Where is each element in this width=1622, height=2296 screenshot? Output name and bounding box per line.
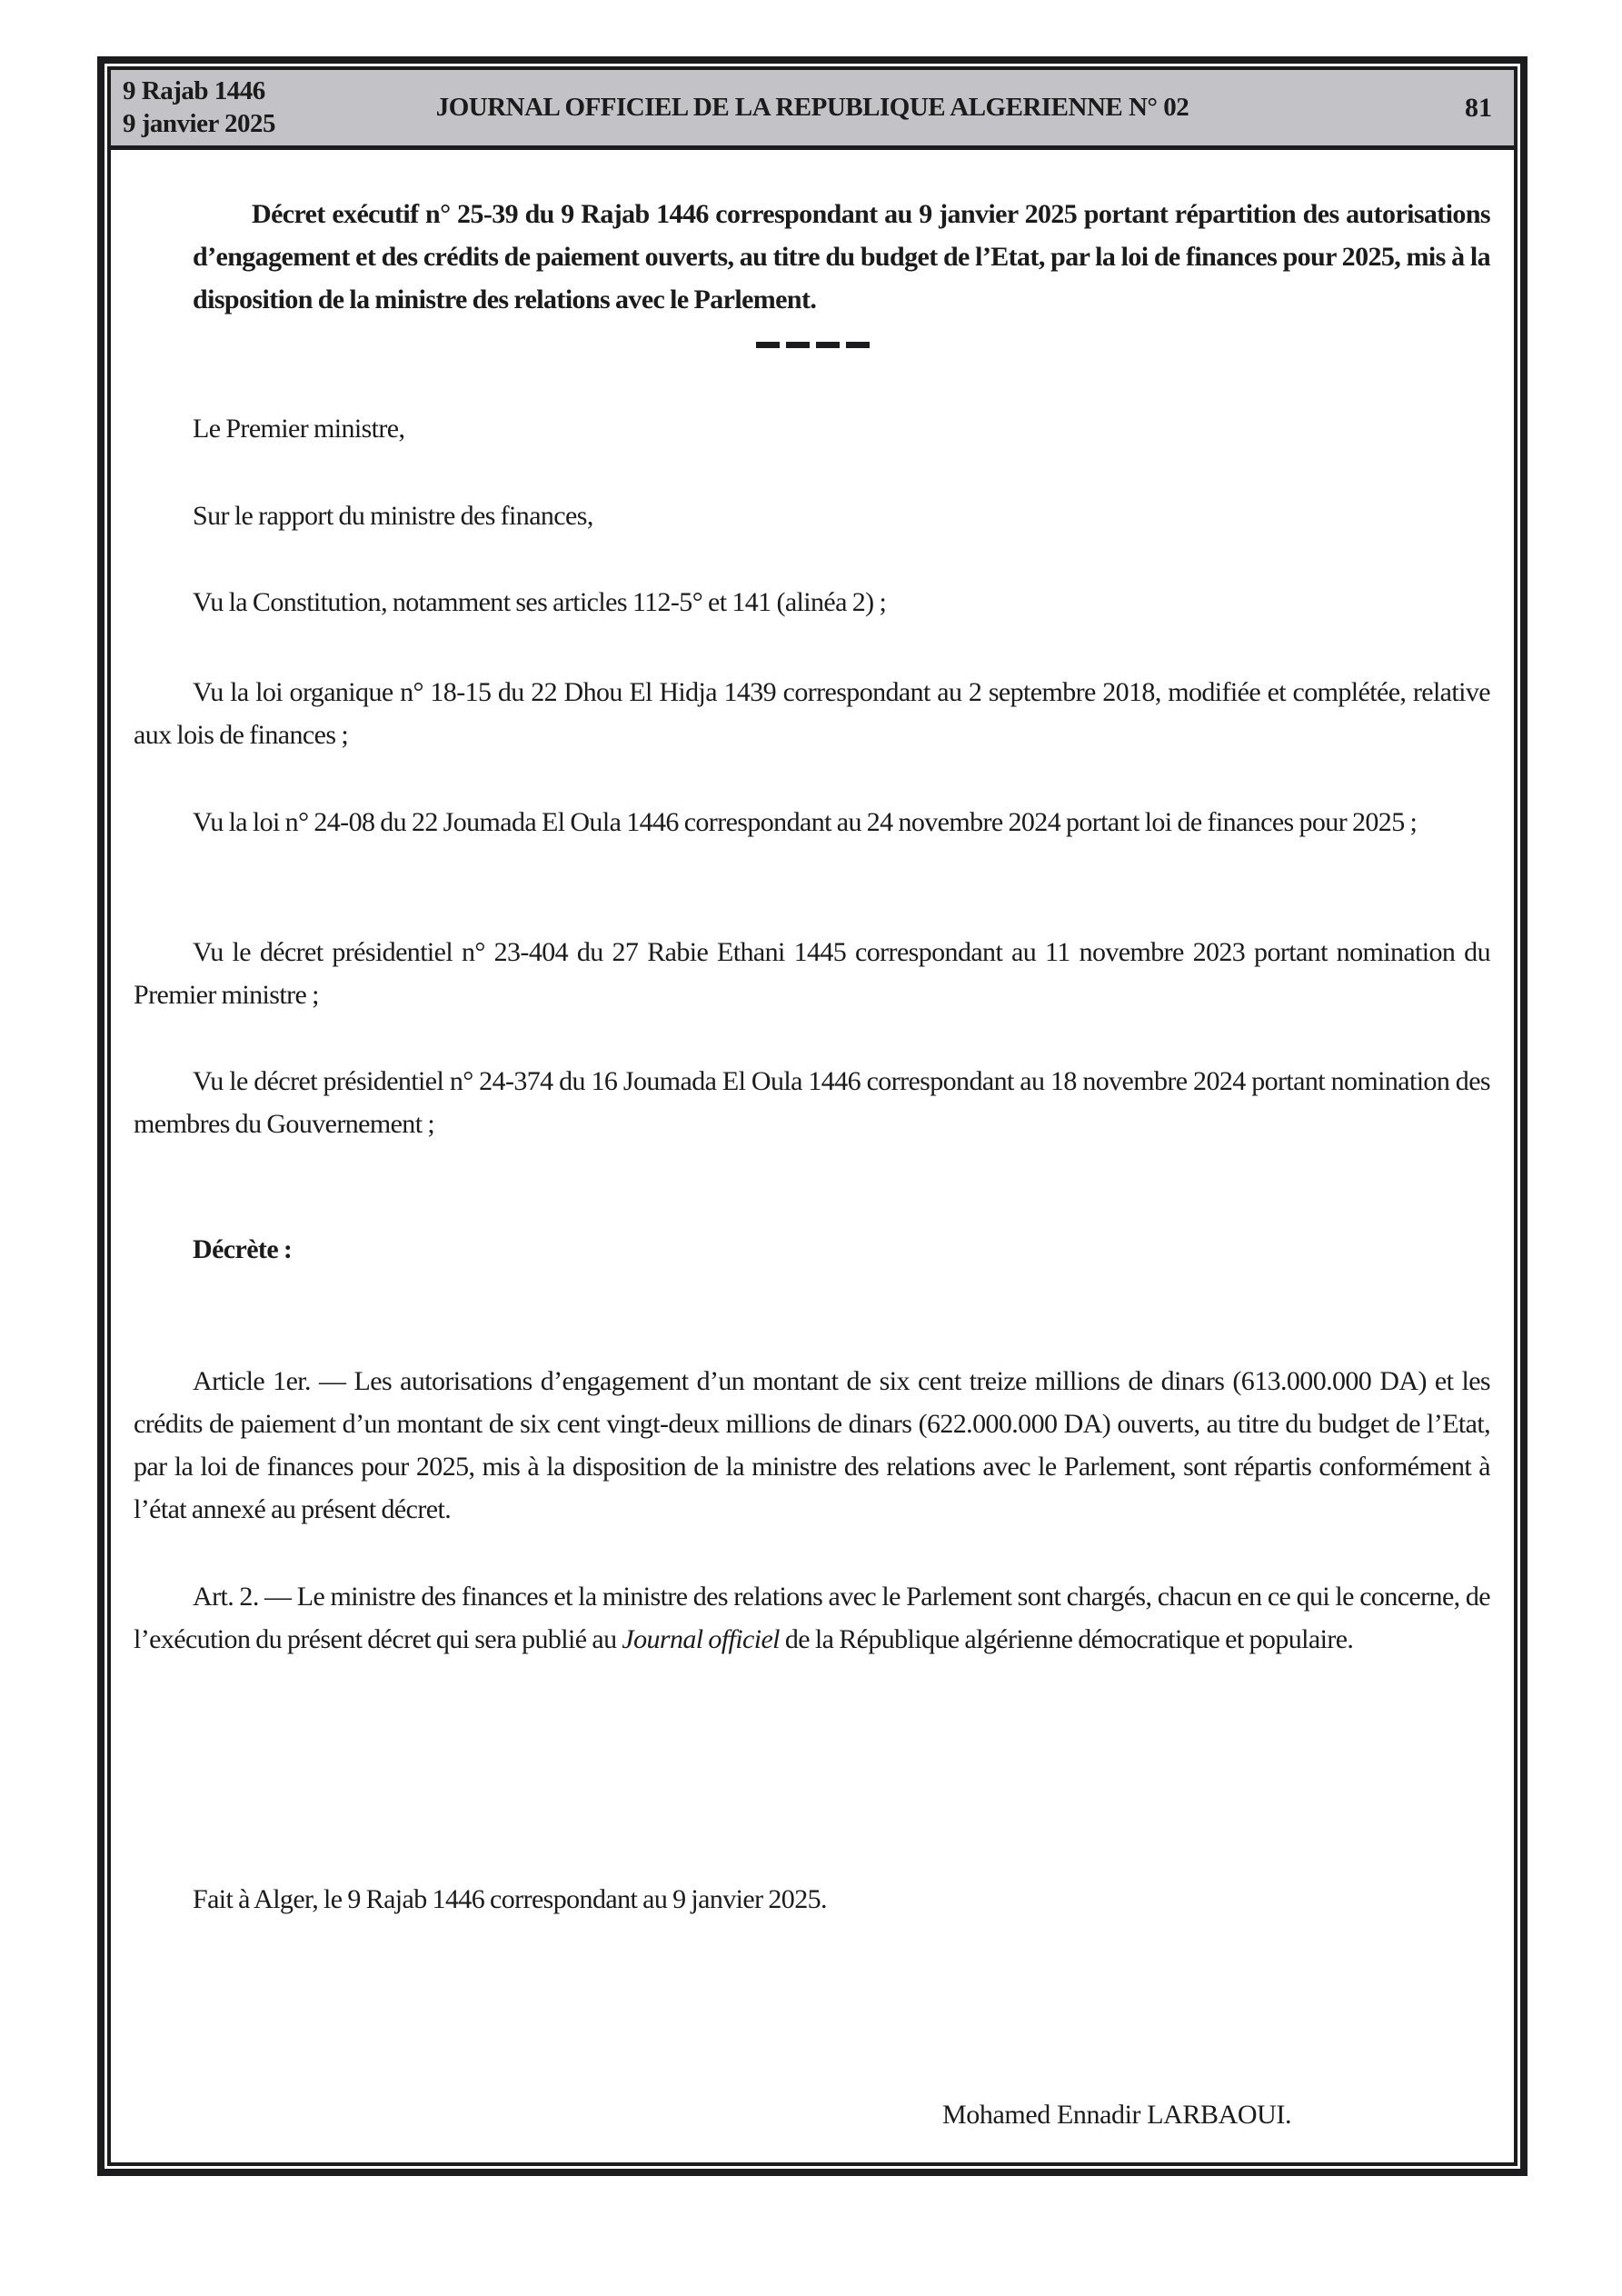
- article-2-text: Art. 2. — Le ministre des finances et la ministre des relations avec le Parlement sont chargés, chacun en ce qui le concerne, de l’exécution du présent décret qui sera publié au: [134, 1582, 1490, 1654]
- preamble-paragraph: Vu la loi n° 24-08 du 22 Joumada El Oula 1446 correspondant au 24 novembre 2024 portant loi de finances pour 2025 ;: [193, 807, 1418, 837]
- preamble-paragraph: Vu le décret présidentiel n° 24-374 du 16 Joumada El Oula 1446 correspondant au 18 novembre 2024 portant nomination des membres du Gouvernement ;: [134, 1066, 1490, 1139]
- decree-title: Décret exécutif n° 25-39 du 9 Rajab 1446 correspondant au 9 janvier 2025 portant répartition des autorisations d’engagement et des crédits de paiement ouverts, au titre du budget de l’Etat, par la loi de finances pour 2025, mis à la disposition de la ministre des relations avec le Parlement.: [193, 199, 1490, 314]
- enacting-formula: Décrète :: [193, 1234, 293, 1264]
- section-separator: [111, 342, 1514, 348]
- page-border-frame: [97, 56, 1527, 2176]
- article-1: Article 1er. — Les autorisations d’engagement d’un montant de six cent treize millions de dinars (613.000.000 DA) et les crédits de paiement d’un montant de six cent vingt-deux millions de dinars (622.000.000 DA) ouverts, au titre du budget de l’Etat, par la loi de finances pour 2025, mis à la disposition de la ministre des relations avec le Parlement, sont répartis conformément à l’état annexé au présent décret.: [134, 1366, 1490, 1524]
- preamble-paragraph: Le Premier ministre,: [193, 414, 405, 444]
- preamble-paragraph: Vu la Constitution, notamment ses articles 112-5° et 141 (alinéa 2) ;: [193, 587, 887, 617]
- journal-title: JOURNAL OFFICIEL DE LA REPUBLIQUE ALGERIENNE N° 02: [435, 93, 1189, 122]
- page-number: 81: [1465, 92, 1492, 123]
- decree-body: [111, 150, 1514, 2162]
- gregorian-date: 9 janvier 2025: [123, 109, 276, 138]
- preamble-paragraph: Vu la loi organique n° 18-15 du 22 Dhou El Hidja 1439 correspondant au 2 septembre 2018, modifiée et complétée, relative aux lois de finances ;: [134, 677, 1490, 750]
- signature-place-date: Fait à Alger, le 9 Rajab 1446 correspondant au 9 janvier 2025.: [193, 1884, 827, 1914]
- separator-dash: [756, 342, 780, 348]
- header-band: [111, 70, 1514, 150]
- signatory-name: Mohamed Ennadir LARBAOUI.: [942, 2100, 1292, 2130]
- separator-dash: [846, 342, 870, 348]
- preamble-paragraph: Vu le décret présidentiel n° 23-404 du 27 Rabie Ethani 1445 correspondant au 11 novembre 2023 portant nomination du Premier ministre ;: [134, 937, 1490, 1010]
- journal-officiel-italic: Journal officiel: [622, 1624, 780, 1654]
- article-2: [134, 1575, 1490, 1661]
- separator-dash: [816, 342, 840, 348]
- preamble-paragraph: Sur le rapport du ministre des finances,: [193, 501, 593, 531]
- article-2-text-end: de la République algérienne démocratique et populaire.: [779, 1624, 1354, 1654]
- page-inner-border: [107, 66, 1518, 2166]
- separator-dash: [786, 342, 810, 348]
- hijri-date: 9 Rajab 1446: [123, 76, 265, 105]
